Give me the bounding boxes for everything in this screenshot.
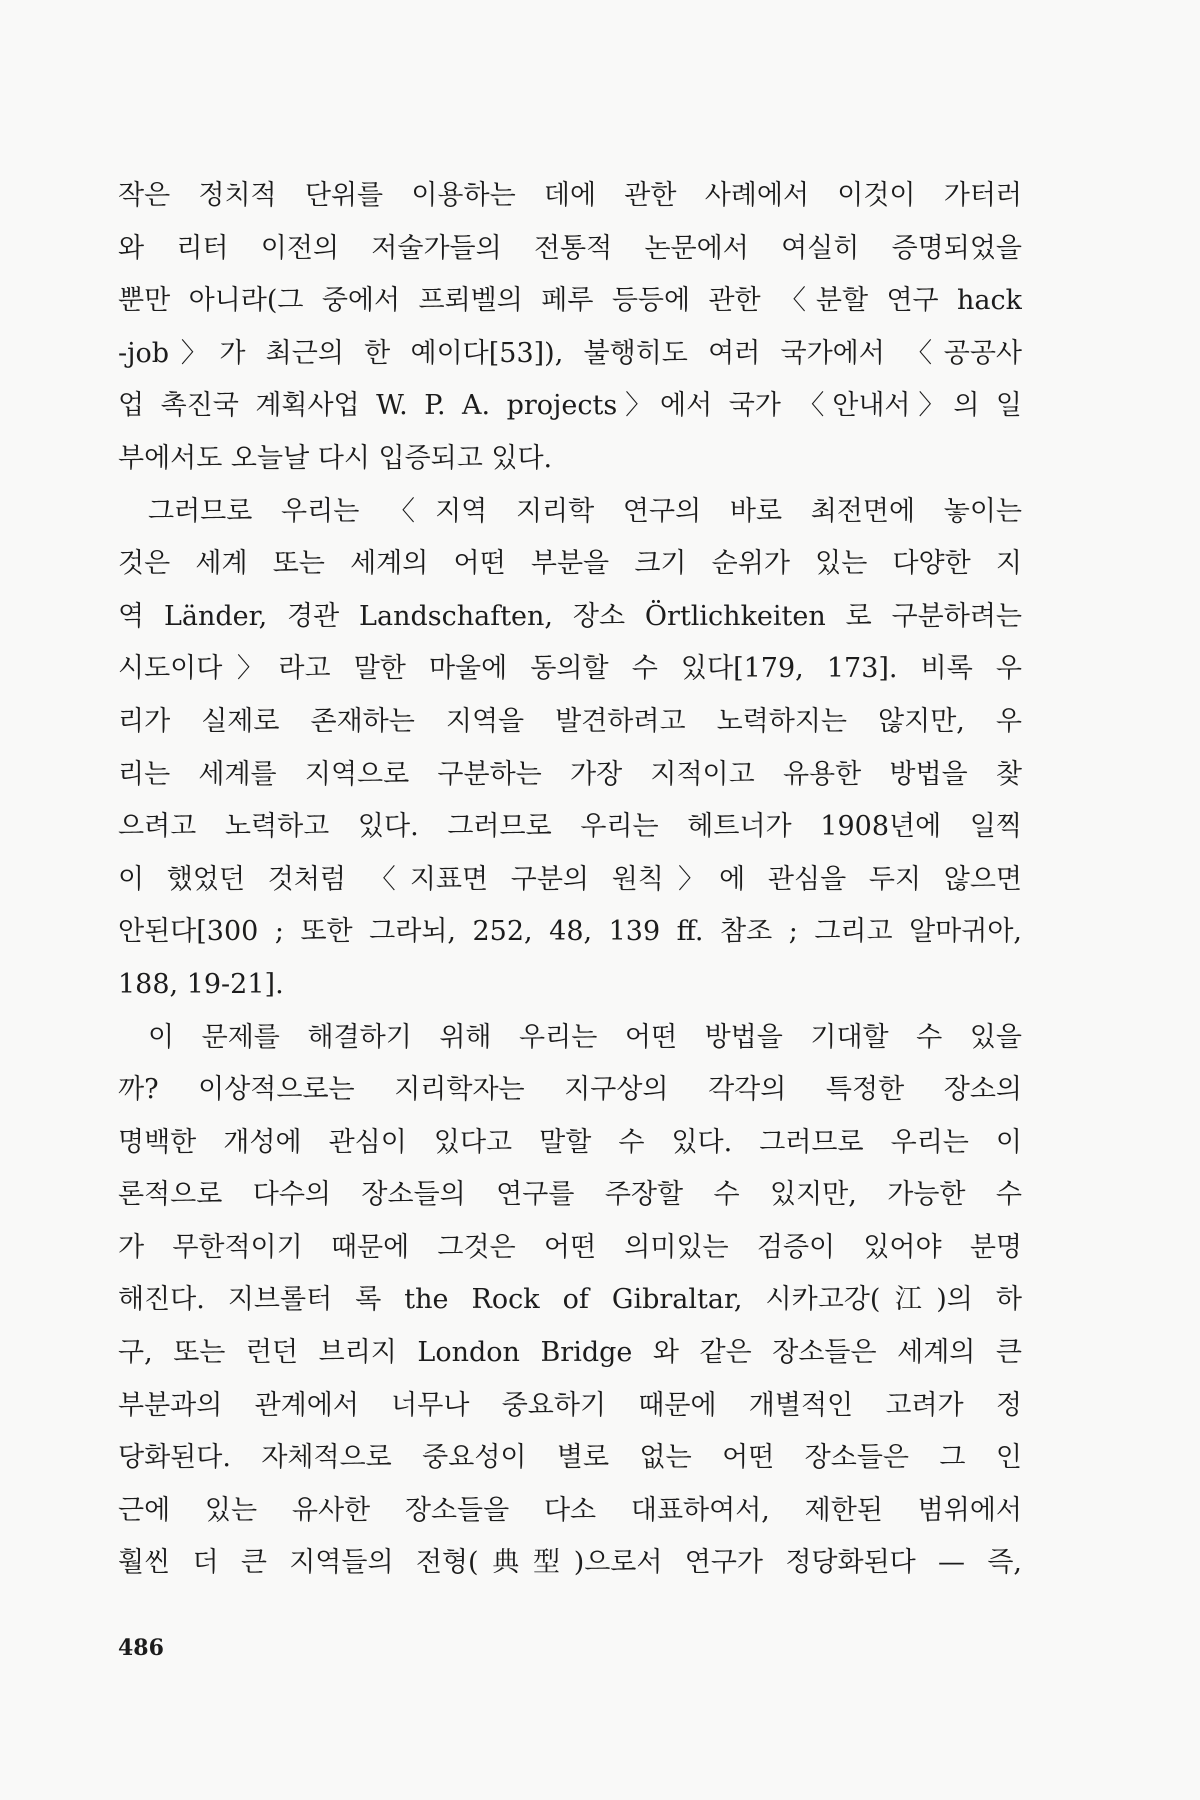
text-line: 이 했었던 것처럼 〈지표면 구분의 원칙〉에 관심을 두지 않으면	[118, 863, 1022, 895]
text-line: 당화된다. 자체적으로 중요성이 별로 없는 어떤 장소들은 그 인	[118, 1442, 1022, 1474]
text-line: 안된다[300 ; 또한 그라뇌, 252, 48, 139 ff. 참조 ; 그리고 알마귀아,	[118, 916, 1022, 948]
text-line: 론적으로 다수의 장소들의 연구를 주장할 수 있지만, 가능한 수	[118, 1179, 1022, 1211]
text-line: 역 Länder, 경관 Landschaften, 장소 Örtlichkeiten 로 구분하려는	[118, 600, 1022, 632]
text-line: 것은 세계 또는 세계의 어떤 부분을 크기 순위가 있는 다양한 지	[118, 548, 1022, 580]
text-line: 부분과의 관계에서 너무나 중요하기 때문에 개별적인 고려가 정	[118, 1389, 1022, 1421]
text-line: 리는 세계를 지역으로 구분하는 가장 지적이고 유용한 방법을 찾	[118, 758, 1022, 790]
text-line: 훨씬 더 큰 지역들의 전형(典型)으로서 연구가 정당화된다 — 즉,	[118, 1547, 1022, 1579]
paragraph-start-line: 이 문제를 해결하기 위해 우리는 어떤 방법을 기대할 수 있을	[148, 1021, 1022, 1053]
text-line: 까? 이상적으로는 지리학자는 지구상의 각각의 특정한 장소의	[118, 1074, 1022, 1106]
text-line: 해진다. 지브롤터 록 the Rock of Gibraltar, 시카고강(江)의 하	[118, 1284, 1022, 1316]
text-line: 뿐만 아니라(그 중에서 프뢰벨의 페루 등등에 관한 〈분할 연구 hack	[118, 285, 1022, 317]
text-line: 시도이다〉라고 말한 마울에 동의할 수 있다[179, 173]. 비록 우	[118, 653, 1022, 685]
text-line: 으려고 노력하고 있다. 그러므로 우리는 헤트너가 1908년에 일찍	[118, 811, 1022, 843]
text-line: 188, 19-21].	[118, 968, 284, 1000]
text-line: -job〉가 최근의 한 예이다[53]), 불행히도 여러 국가에서 〈공공사	[118, 337, 1022, 369]
text-line: 구, 또는 런던 브리지 London Bridge 와 같은 장소들은 세계의 큰	[118, 1337, 1022, 1369]
text-line: 가 무한적이기 때문에 그것은 어떤 의미있는 검증이 있어야 분명	[118, 1231, 1022, 1263]
paragraph-start-line: 그러므로 우리는 〈지역 지리학 연구의 바로 최전면에 놓이는	[148, 495, 1022, 527]
page-number: 486	[118, 1635, 164, 1661]
text-line: 근에 있는 유사한 장소들을 다소 대표하여서, 제한된 범위에서	[118, 1494, 1022, 1526]
text-line: 명백한 개성에 관심이 있다고 말할 수 있다. 그러므로 우리는 이	[118, 1126, 1022, 1158]
text-line: 업 촉진국 계획사업 W. P. A. projects〉에서 국가 〈안내서〉의 일	[118, 390, 1022, 422]
text-line: 와 리터 이전의 저술가들의 전통적 논문에서 여실히 증명되었을	[118, 232, 1022, 264]
text-line: 부에서도 오늘날 다시 입증되고 있다.	[118, 442, 553, 474]
text-line: 리가 실제로 존재하는 지역을 발견하려고 노력하지는 않지만, 우	[118, 705, 1022, 737]
text-line: 작은 정치적 단위를 이용하는 데에 관한 사례에서 이것이 가터러	[118, 180, 1022, 211]
body-text	[118, 170, 1022, 1590]
